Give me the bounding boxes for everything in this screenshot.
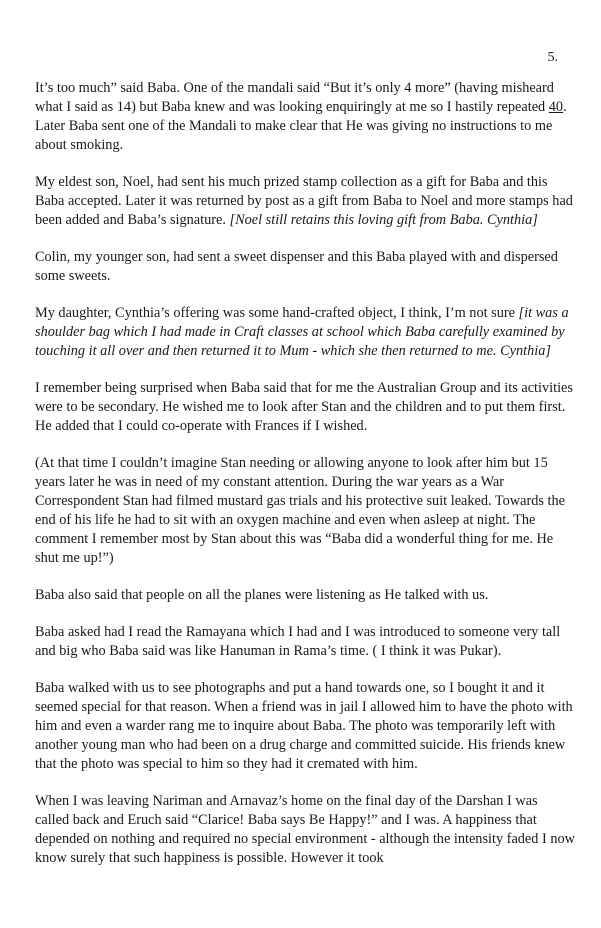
paragraph-be-happy: When I was leaving Nariman and Arnavaz’s home on the final day of the Darshan I was called back and Eruch said “Clarice! Baba says Be Happy!” and I was. A happiness that depended on nothing and required no special environment - although the intensity faded I now know surely that such happiness is possible. However it took	[35, 793, 575, 866]
paragraph-stamp-collection	[35, 173, 575, 230]
paragraph-sweet-dispenser: Colin, my younger son, had sent a sweet dispenser and this Baba played with and dispersed some sweets.	[35, 249, 558, 284]
paragraph-text: It’s too much” said Baba. One of the mandali said “But it’s only 4 more” (having misheard what I said as 14) but Baba knew and was looking enquiringly at me so I hastily repeated	[35, 80, 554, 115]
italic-note: [Noel still retains this loving gift from Baba. Cynthia]	[229, 212, 538, 228]
paragraph-text: My daughter, Cynthia’s offering was some hand-crafted object, I think, I’m not sure	[35, 305, 519, 321]
paragraph-photographs: Baba walked with us to see photographs and put a hand towards one, so I bought it and it seemed special for that reason. When a friend was in jail I allowed him to have the photo with him and even a warder rang me to inquire about Baba. The photo was temporarily left with another young man who had been on a drug charge and committed suicide. His friends knew that the photo was special to him so they had it cremated with him.	[35, 680, 573, 772]
italic-note: [it was a shoulder bag which I had made in Craft classes at school which Baba carefully examined by touching it all over and then returned it to Mum - which she then returned to me. Cynthia]	[35, 305, 569, 359]
paragraph-smoking	[35, 79, 575, 155]
page-number: 5.	[547, 50, 558, 65]
paragraph-text: . Later Baba sent one of the Mandali to make clear that He was giving no instructions to me about smoking.	[35, 99, 567, 153]
paragraph-stan: (At that time I couldn’t imagine Stan needing or allowing anyone to look after him but 15 years later he was in need of my constant attention. During the war years as a War Correspondent Stan had filmed mustard gas trials and his protective suit leaked. Towards the end of his life he had to sit with an oxygen machine and even when asleep at night. The comment I remember most by Stan about this was “Baba did a wonderful thing for me. He shut me up!”)	[35, 455, 565, 566]
paragraph-text: My eldest son, Noel, had sent his much prized stamp collection as a gift for Baba and this Baba accepted. Later it was returned by post as a gift from Baba to Noel and more stamps had been added and Baba’s signature.	[35, 174, 573, 228]
underlined-number: 40	[548, 99, 564, 115]
paragraph-australian-group: I remember being surprised when Baba said that for me the Australian Group and its activities were to be secondary. He wished me to look after Stan and the children and to put them first. He added that I could co-operate with Frances if I wished.	[35, 380, 573, 434]
paragraph-shoulder-bag	[35, 304, 575, 361]
paragraph-ramayana: Baba asked had I read the Ramayana which I had and I was introduced to someone very tall and big who Baba said was like Hanuman in Rama’s time. ( I think it was Pukar).	[35, 624, 561, 659]
body-text	[35, 79, 575, 886]
paragraph-planes: Baba also said that people on all the planes were listening as He talked with us.	[35, 587, 489, 603]
